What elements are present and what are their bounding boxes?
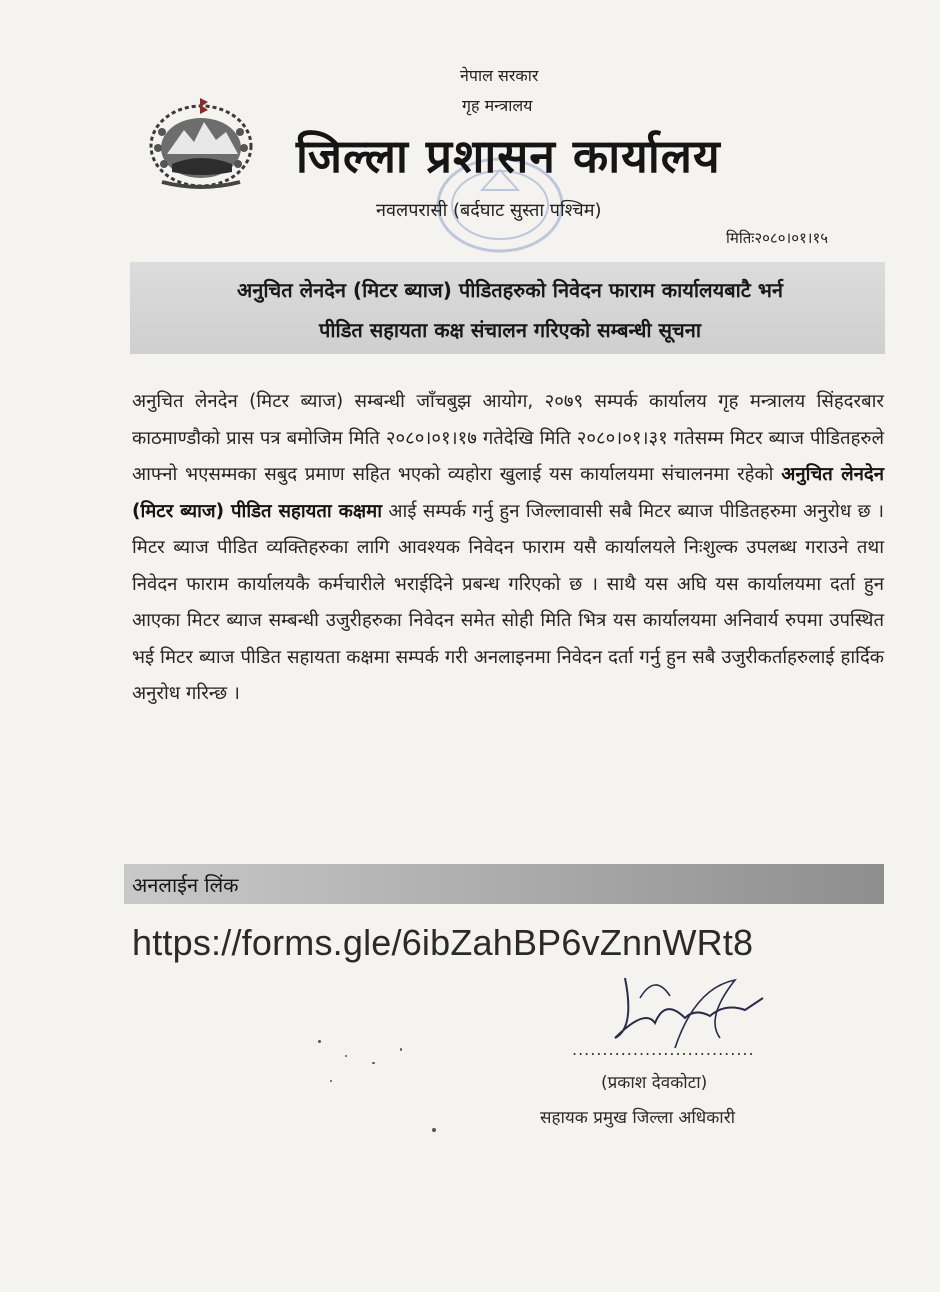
office-address: नवलपरासी (बर्दघाट सुस्ता पश्चिम) [376,200,602,221]
scan-speck [372,1062,375,1064]
scan-speck [432,1128,436,1132]
scan-speck [330,1080,332,1082]
scan-speck [345,1055,347,1057]
body-text-part-1: अनुचित लेनदेन (मिटर ब्याज) सम्बन्धी जाँचबुझ आयोग, २०७९ सम्पर्क कार्यालय गृह मन्त्रालय सिंहदरबार काठमाण्डौको प्रास पत्र बमोजिम मिति २०८०।०१।१७ गतेदेखि मिति २०८०।०१।३१ गतेसम्म मिटर ब्याज पीडितहरुले आफ्नो भएसम्मका सबुद प्रमाण सहित भएको व्यहोरा खुलाई यस कार्यालयमा संचालनमा रहेको [132,391,884,485]
subject-line-1: अनुचित लेनदेन (मिटर ब्याज) पीडितहरुको निवेदन फाराम कार्यालयबाटै भर्न [236,278,784,302]
body-text-part-2: आई सम्पर्क गर्नु हुन जिल्लावासी सबै मिटर ब्याज पीडितहरुमा अनुरोध छ । मिटर ब्याज पीडित व्यक्तिहरुका लागि आवश्यक निवेदन फाराम यसै कार्यालयले निःशुल्क उपलब्ध गराउने तथा निवेदन फाराम कार्यालयकै कर्मचारीले भराईदिने प्रबन्ध गरिएको छ । साथै यस अघि यस कार्यालयमा दर्ता हुन आएका मिटर ब्याज सम्बन्धी उजुरीहरुका निवेदन समेत सोही मिति भित्र यस कार्यालयमा अनिवार्य रुपमा उपस्थित भई मिटर ब्याज पीडित सहायता कक्षमा सम्पर्क गरी अनलाइनमा निवेदन दर्ता गर्नु हुन सबै उजुरीकर्ताहरुलाई हार्दिक अनुरोध गरिन्छ । [132,500,884,704]
signatory-title: सहायक प्रमुख जिल्ला अधिकारी [540,1108,736,1128]
scan-speck [400,1048,402,1051]
online-form-link[interactable]: https://forms.gle/6ibZahBP6vZnnWRt8 [132,922,754,963]
subject-line-2: पीडित सहायता कक्ष संचालन गरिएको सम्बन्धी सूचना [318,318,702,342]
nepal-emblem-icon [142,92,260,192]
government-name: नेपाल सरकार [460,66,539,85]
online-link-label: अनलाईन लिंक [132,873,239,897]
signatory-name: (प्रकाश देवकोटा) [601,1073,708,1093]
notice-body [132,384,884,713]
notice-date: मितिः२०८०।०१।१५ [726,229,829,247]
scan-speck [318,1040,321,1043]
ministry-name: गृह मन्त्रालय [462,96,533,115]
signature-line: .............................. [572,1040,755,1059]
office-title: जिल्ला प्रशासन कार्यालय [296,129,721,183]
body-bold-phrase: अनुचित लेनदेन (मिटर ब्याज) पीडित सहायता कक्षमा [132,464,885,522]
